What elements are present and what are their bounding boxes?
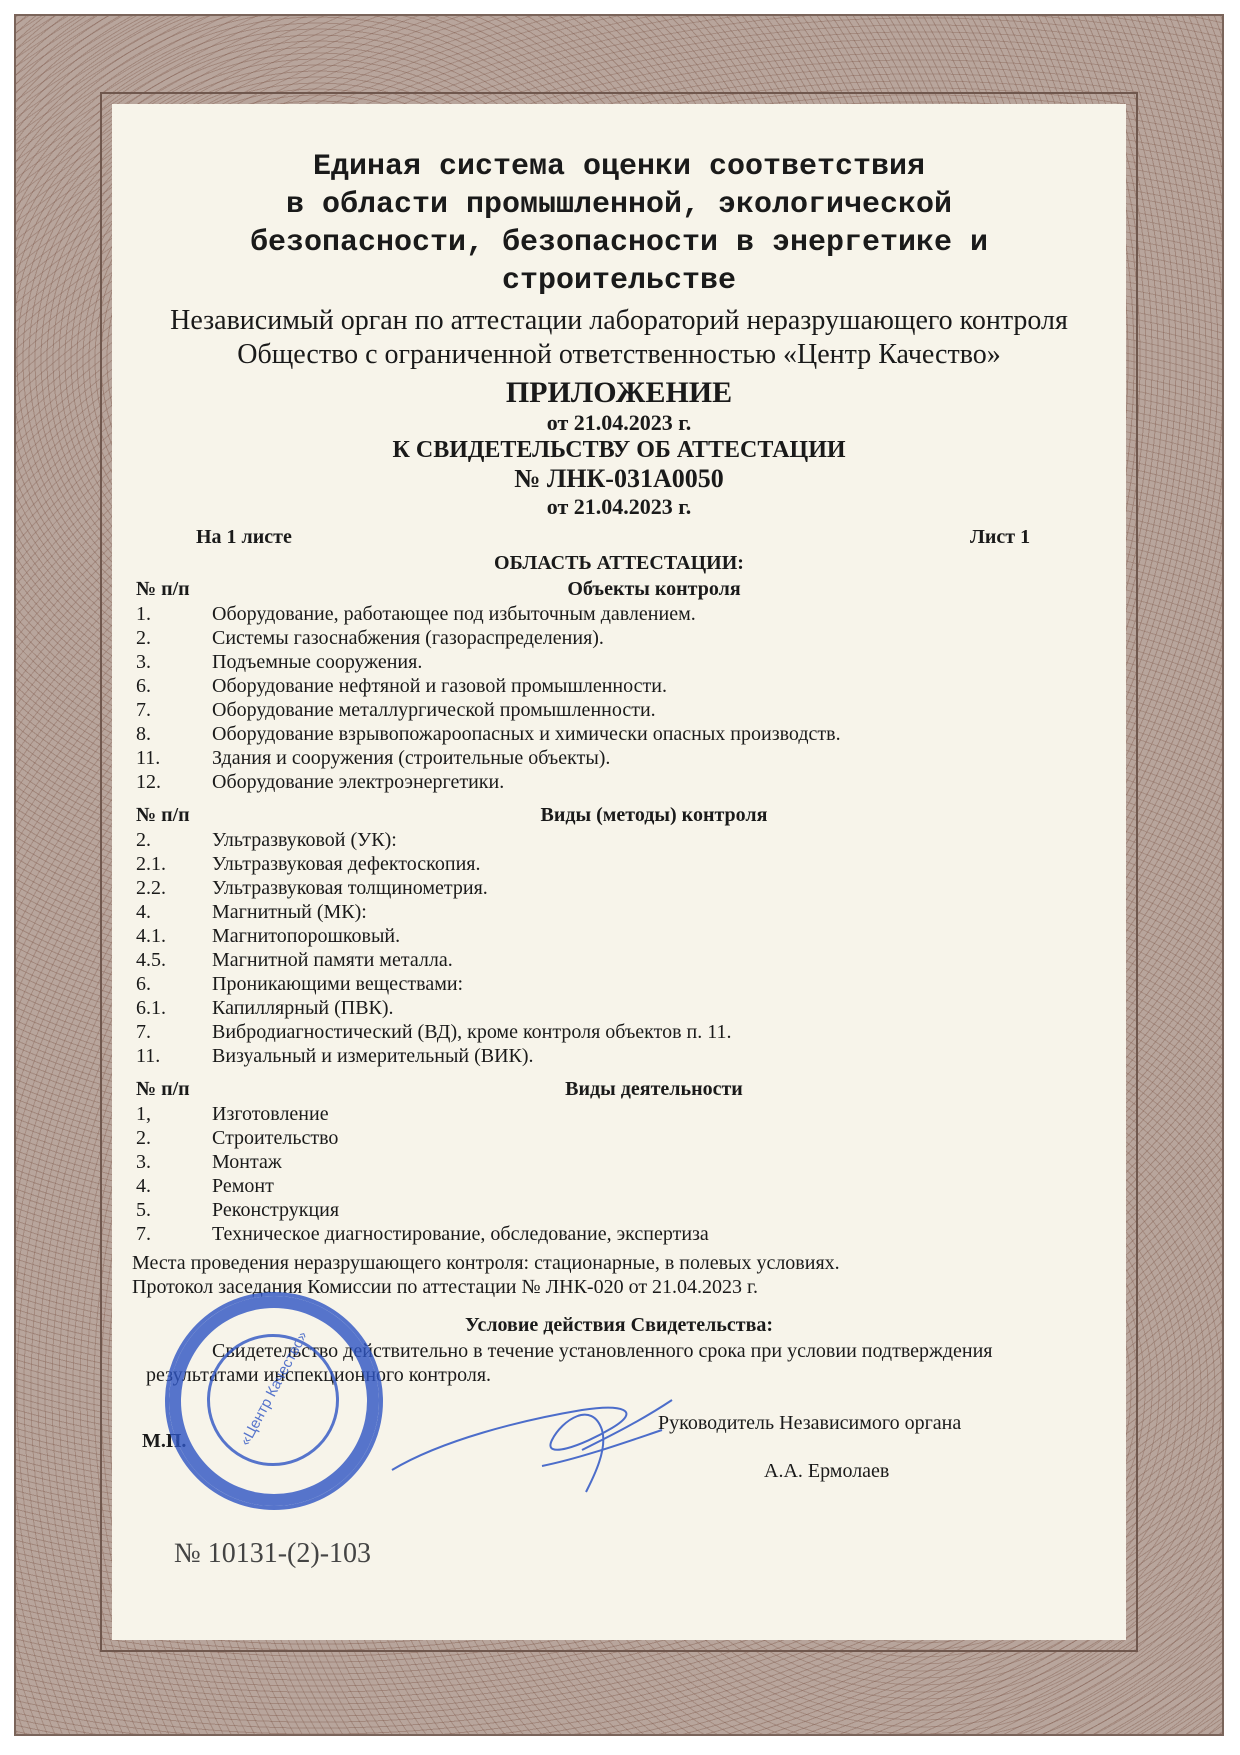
list-item [136, 698, 1096, 722]
list-item-text: Строительство [212, 1127, 339, 1149]
condition-line-1: Свидетельство действительно в течение установленного срока при условии подтверждения [212, 1340, 993, 1362]
list-item-number: 11. [136, 747, 161, 769]
list-item-text: Оборудование электроэнергетики. [212, 771, 505, 793]
list-item-text: Проникающими веществами: [212, 973, 464, 995]
list-item-number: 8. [136, 723, 151, 745]
list-item-text: Ультразвуковая дефектоскопия. [212, 853, 481, 875]
stamp-text: «Центр Качество» [236, 1328, 312, 1449]
list-item-number: 6. [136, 973, 151, 995]
form-number: № 10131-(2)-103 [174, 1538, 372, 1569]
list-item-number: 7. [136, 1021, 151, 1043]
list-item-number: 4. [136, 1175, 151, 1197]
organization-stamp [165, 1292, 383, 1510]
list-item-number: 6.1. [136, 997, 166, 1019]
list-item-text: Реконструкция [212, 1199, 340, 1221]
list-item-text: Системы газоснабжения (газораспределения). [212, 627, 604, 649]
system-title-line-2: в области промышленной, экологической [285, 188, 953, 222]
annex-title: ПРИЛОЖЕНИЕ [505, 376, 733, 409]
list-item-text: Оборудование металлургической промышленности. [212, 699, 656, 721]
testing-places: Места проведения неразрушающего контроля: стационарные, в полевых условиях. [132, 1252, 840, 1274]
list-item [136, 876, 1096, 900]
activities-col-number: № п/п [136, 1078, 190, 1100]
list-item [136, 1174, 1096, 1198]
list-item-number: 2. [136, 829, 151, 851]
list-item-text: Оборудование, работающее под избыточным давлением. [212, 603, 696, 625]
methods-col-number: № п/п [136, 804, 190, 826]
certificate-reference: К СВИДЕТЕЛЬСТВУ ОБ АТТЕСТАЦИИ [392, 437, 846, 463]
list-item-text: Монтаж [212, 1151, 282, 1173]
protocol-reference: Протокол заседания Комиссии по аттестации № ЛНК-020 от 21.04.2023 г. [132, 1276, 759, 1298]
list-item [136, 626, 1096, 650]
list-item-number: 2.2. [136, 877, 166, 899]
list-item-text: Магнитной памяти металла. [212, 949, 453, 971]
list-item [136, 1102, 1096, 1126]
list-item [136, 650, 1096, 674]
list-item-text: Ремонт [212, 1175, 274, 1197]
list-item [136, 948, 1096, 972]
list-item-text: Визуальный и измерительный (ВИК). [212, 1045, 534, 1067]
objects-col-title: Объекты контроля [567, 578, 741, 600]
list-item [136, 770, 1096, 794]
sheet-number: Лист 1 [970, 526, 1031, 548]
list-item-number: 12. [136, 771, 161, 793]
list-item [136, 722, 1096, 746]
list-item [136, 972, 1096, 996]
list-item-text: Изготовление [212, 1103, 329, 1125]
list-item-number: 6. [136, 675, 151, 697]
list-item [136, 746, 1096, 770]
list-item-text: Подъемные сооружения. [212, 651, 423, 673]
scope-title: ОБЛАСТЬ АТТЕСТАЦИИ: [494, 552, 744, 574]
list-item-text: Ультразвуковая толщинометрия. [212, 877, 488, 899]
list-item-text: Капиллярный (ПВК). [212, 997, 394, 1019]
list-item-number: 11. [136, 1045, 161, 1067]
list-item [136, 674, 1096, 698]
list-item-number: 2. [136, 1127, 151, 1149]
list-item-text: Вибродиагностический (ВД), кроме контроля объектов п. 11. [212, 1021, 732, 1043]
system-title-line-4: строительстве [501, 264, 737, 298]
list-item [136, 1198, 1096, 1222]
list-item-number: 2.1. [136, 853, 166, 875]
list-item-number: 3. [136, 651, 151, 673]
seal-place-label: М.П. [142, 1430, 187, 1452]
list-item-number: 1, [136, 1103, 151, 1125]
list-item-number: 7. [136, 1223, 151, 1245]
list-item-number: 4.1. [136, 925, 166, 947]
list-item [136, 828, 1096, 852]
condition-line-2: результатами инспекционного контроля. [146, 1364, 492, 1386]
signature [382, 1380, 682, 1500]
list-item [136, 852, 1096, 876]
list-item-text: Магнитопорошковый. [212, 925, 401, 947]
list-item-number: 2. [136, 627, 151, 649]
list-item-number: 5. [136, 1199, 151, 1221]
annex-date: от 21.04.2023 г. [546, 410, 692, 435]
sheets-count: На 1 листе [196, 526, 292, 548]
list-item [136, 602, 1096, 626]
methods-col-title: Виды (методы) контроля [540, 804, 768, 826]
objects-col-number: № п/п [136, 578, 190, 600]
list-item-text: Техническое диагностирование, обследование, экспертиза [212, 1223, 709, 1245]
list-item-text: Магнитный (МК): [212, 901, 367, 923]
activities-col-title: Виды деятельности [565, 1078, 743, 1100]
list-item-text: Ультразвуковой (УК): [212, 829, 397, 851]
system-title-line-3: безопасности, безопасности в энергетике и [249, 226, 989, 260]
list-item [136, 1150, 1096, 1174]
list-item [136, 1126, 1096, 1150]
organization-line-1: Независимый орган по аттестации лабораторий неразрушающего контроля [170, 305, 1068, 336]
list-item-text: Здания и сооружения (строительные объекты). [212, 747, 611, 769]
system-title-line-1: Единая система оценки соответствия [312, 150, 926, 184]
list-item-number: 7. [136, 699, 151, 721]
certificate-date: от 21.04.2023 г. [546, 494, 692, 519]
list-item [136, 924, 1096, 948]
condition-title: Условие действия Свидетельства: [464, 1314, 774, 1336]
list-item [136, 900, 1096, 924]
list-item-number: 1. [136, 603, 151, 625]
head-title: Руководитель Независимого органа [658, 1412, 962, 1434]
head-name: А.А. Ермолаев [764, 1460, 890, 1482]
list-item-text: Оборудование взрывопожароопасных и химически опасных производств. [212, 723, 841, 745]
certificate-number: № ЛНК-031А0050 [514, 464, 724, 493]
organization-line-2: Общество с ограниченной ответственностью «Центр Качество» [237, 339, 1001, 370]
list-item-number: 3. [136, 1151, 151, 1173]
list-item [136, 996, 1096, 1020]
list-item [136, 1222, 1096, 1246]
list-item-number: 4. [136, 901, 151, 923]
list-item [136, 1044, 1096, 1068]
list-item-text: Оборудование нефтяной и газовой промышленности. [212, 675, 667, 697]
list-item [136, 1020, 1096, 1044]
list-item-number: 4.5. [136, 949, 166, 971]
